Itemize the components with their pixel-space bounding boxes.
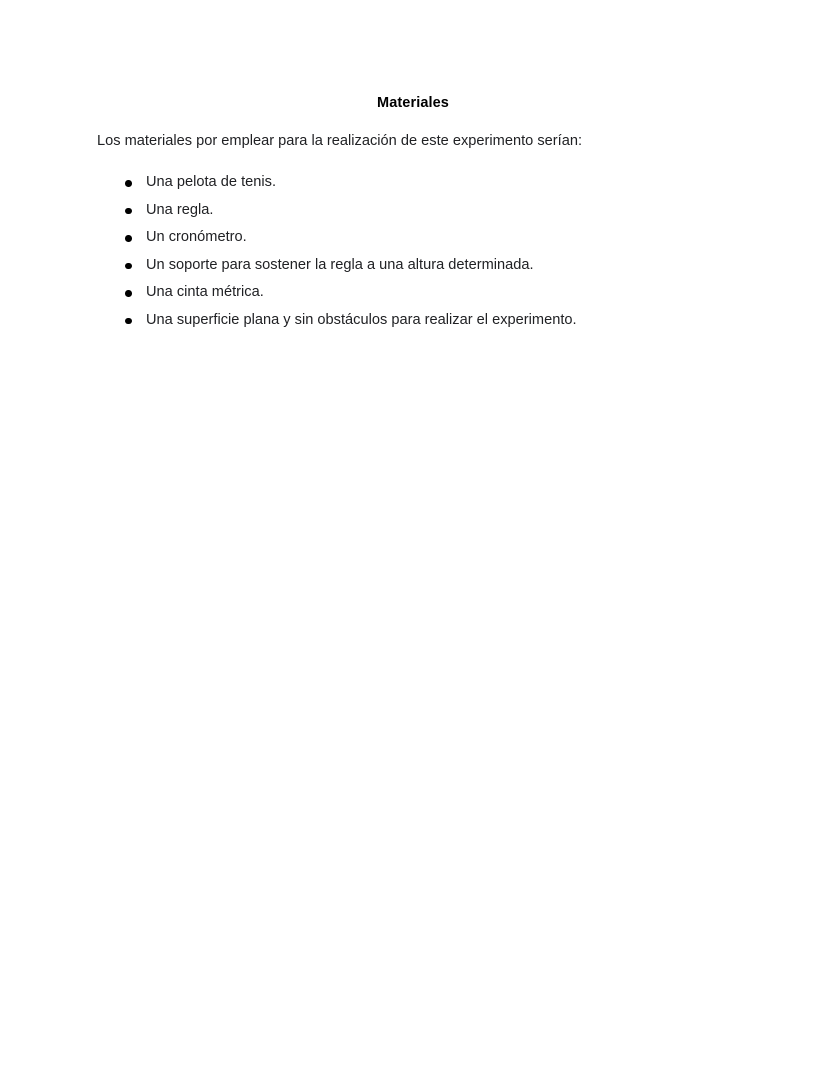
page-title: Materiales bbox=[377, 95, 449, 111]
bullet-dot-icon bbox=[125, 169, 132, 197]
list-item-label: Una superficie plana y sin obstáculos para realizar el experimento. bbox=[146, 311, 577, 328]
list-item bbox=[97, 197, 731, 225]
materials-list bbox=[97, 169, 731, 334]
bullet-dot-icon bbox=[125, 279, 132, 307]
intro-paragraph: Los materiales por emplear para la realización de este experimento serían: bbox=[97, 133, 583, 149]
list-item bbox=[97, 307, 731, 335]
bullet-dot-icon bbox=[125, 252, 132, 280]
list-item bbox=[97, 252, 731, 280]
list-item-label: Una pelota de tenis. bbox=[146, 174, 277, 190]
list-item bbox=[97, 224, 731, 252]
list-item-label: Una regla. bbox=[146, 201, 214, 218]
list-item-label: Un soporte para sostener la regla a una altura determinada. bbox=[146, 256, 534, 273]
list-item bbox=[97, 169, 731, 197]
bullet-dot-icon bbox=[125, 197, 132, 225]
list-item-label: Un cronómetro. bbox=[146, 229, 247, 245]
document-content bbox=[97, 94, 731, 334]
bullet-dot-icon bbox=[125, 307, 132, 335]
bullet-dot-icon bbox=[125, 224, 132, 252]
list-item-label: Una cinta métrica. bbox=[146, 284, 264, 300]
list-item bbox=[97, 279, 731, 307]
